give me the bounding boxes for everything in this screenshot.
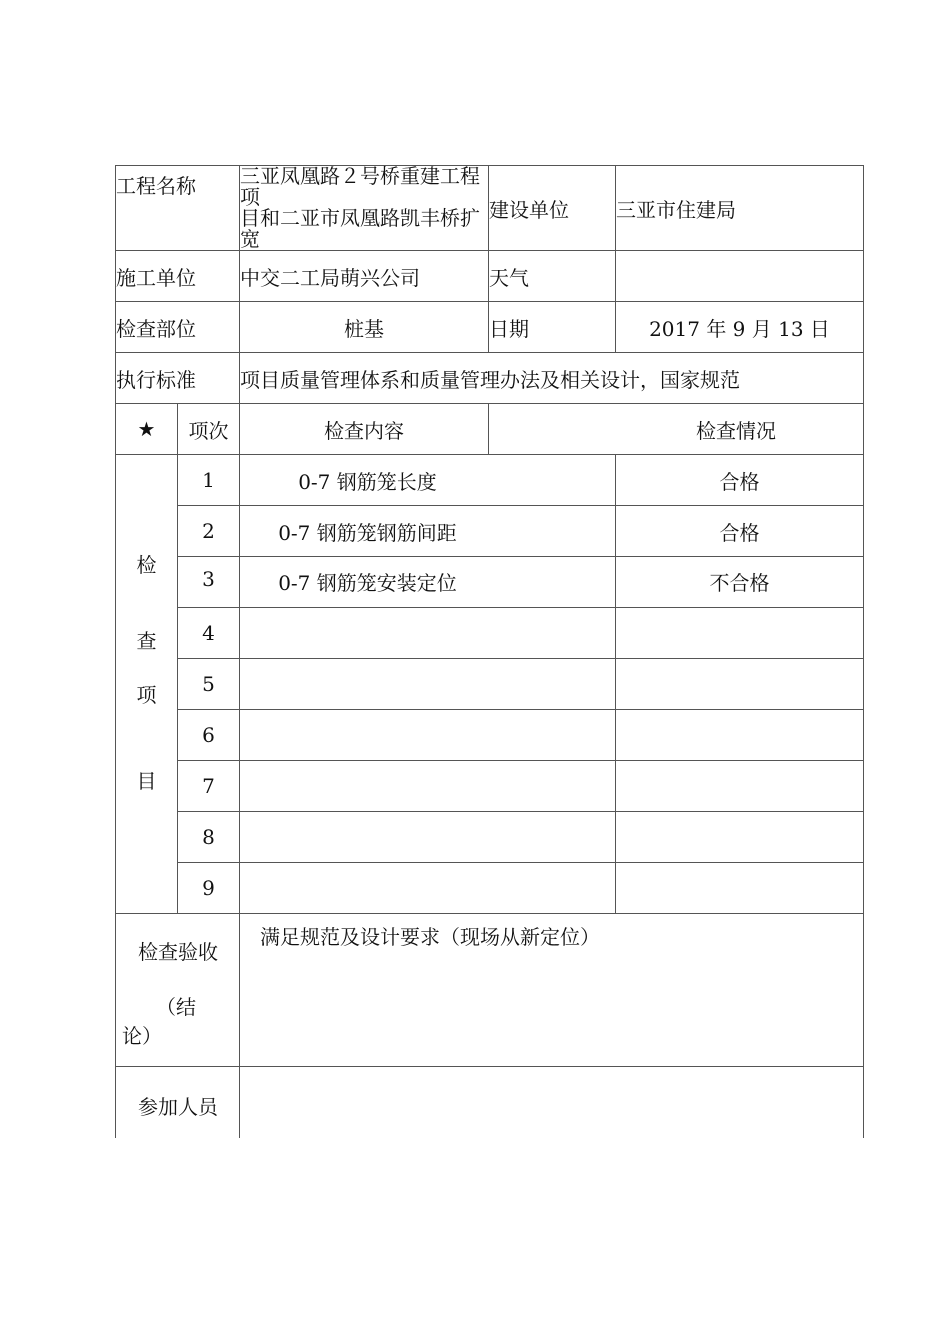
row-participants xyxy=(116,1067,864,1138)
project-name-line1: 三亚凤凰路２号桥重建工程项 xyxy=(240,164,480,209)
item-number: 8 xyxy=(178,812,240,863)
conclusion-label-line2: （结 xyxy=(156,995,196,1019)
table-row xyxy=(116,710,864,761)
item-number: 9 xyxy=(178,863,240,914)
date-label: 日期 xyxy=(489,302,616,353)
participants-label: 参加人员 xyxy=(116,1067,240,1138)
inspection-form xyxy=(115,165,864,1138)
table-row xyxy=(116,863,864,914)
owner-label: 建设单位 xyxy=(489,166,616,251)
weather-label: 天气 xyxy=(489,251,616,302)
item-number: 5 xyxy=(178,659,240,710)
owner-value: 三亚市住建局 xyxy=(616,166,864,251)
column-header-index: 项次 xyxy=(178,404,240,455)
date-value: 2017 年 9 月 13 日 xyxy=(616,302,864,353)
item-status: 不合格 xyxy=(616,557,864,608)
row-contractor xyxy=(116,251,864,302)
project-name-value xyxy=(240,166,489,251)
weather-value xyxy=(616,251,864,302)
item-status xyxy=(616,608,864,659)
item-content xyxy=(240,659,616,710)
table-row xyxy=(116,455,864,506)
item-content xyxy=(240,761,616,812)
table-row xyxy=(116,557,864,608)
section-label-char: 查 xyxy=(136,629,157,653)
column-header-status: 检查情况 xyxy=(489,404,864,455)
row-part xyxy=(116,302,864,353)
standard-label: 执行标准 xyxy=(116,353,240,404)
row-standard xyxy=(116,353,864,404)
star-icon: ★ xyxy=(116,404,178,455)
section-label-char: 项 xyxy=(136,683,157,707)
conclusion-value xyxy=(240,914,864,1067)
row-column-headers xyxy=(116,404,864,455)
section-label-inspection-items xyxy=(116,455,178,914)
project-name-label: 工程名称 xyxy=(116,166,240,251)
item-content xyxy=(240,812,616,863)
conclusion-value-text: 满足规范及设计要求（现场从新定位） xyxy=(260,925,600,949)
part-label: 检查部位 xyxy=(116,302,240,353)
item-status xyxy=(616,863,864,914)
item-content: 0-7 钢筋笼长度 xyxy=(240,455,616,506)
row-project-name xyxy=(116,166,864,251)
item-number: 7 xyxy=(178,761,240,812)
table-row xyxy=(116,659,864,710)
conclusion-label-line1: 检查验收 xyxy=(138,940,218,964)
part-value: 桩基 xyxy=(240,302,489,353)
item-content: 0-7 钢筋笼安装定位 xyxy=(240,557,616,608)
contractor-label: 施工单位 xyxy=(116,251,240,302)
conclusion-label-line3: 论） xyxy=(122,1024,162,1048)
project-name-line2: 目和二亚市凤凰路凯丰桥扩宽 xyxy=(240,206,480,251)
item-number: 1 xyxy=(178,455,240,506)
table-row xyxy=(116,761,864,812)
item-number: 2 xyxy=(178,506,240,557)
item-status xyxy=(616,812,864,863)
item-content xyxy=(240,863,616,914)
item-status xyxy=(616,761,864,812)
column-header-content: 检查内容 xyxy=(240,404,489,455)
row-conclusion xyxy=(116,914,864,1067)
section-label-char: 检 xyxy=(136,553,157,577)
table-row xyxy=(116,812,864,863)
table-row xyxy=(116,506,864,557)
item-status xyxy=(616,659,864,710)
contractor-value: 中交二工局萌兴公司 xyxy=(240,251,489,302)
participants-value xyxy=(240,1067,864,1138)
item-content xyxy=(240,710,616,761)
item-number: 3 xyxy=(178,557,240,608)
section-label-char: 目 xyxy=(136,769,157,793)
conclusion-label xyxy=(116,914,240,1067)
item-number: 6 xyxy=(178,710,240,761)
item-content: 0-7 钢筋笼钢筋间距 xyxy=(240,506,616,557)
item-number: 4 xyxy=(178,608,240,659)
item-status: 合格 xyxy=(616,506,864,557)
item-status xyxy=(616,710,864,761)
standard-value: 项目质量管理体系和质量管理办法及相关设计，国家规范 xyxy=(240,353,864,404)
table-row xyxy=(116,608,864,659)
item-content xyxy=(240,608,616,659)
item-status: 合格 xyxy=(616,455,864,506)
